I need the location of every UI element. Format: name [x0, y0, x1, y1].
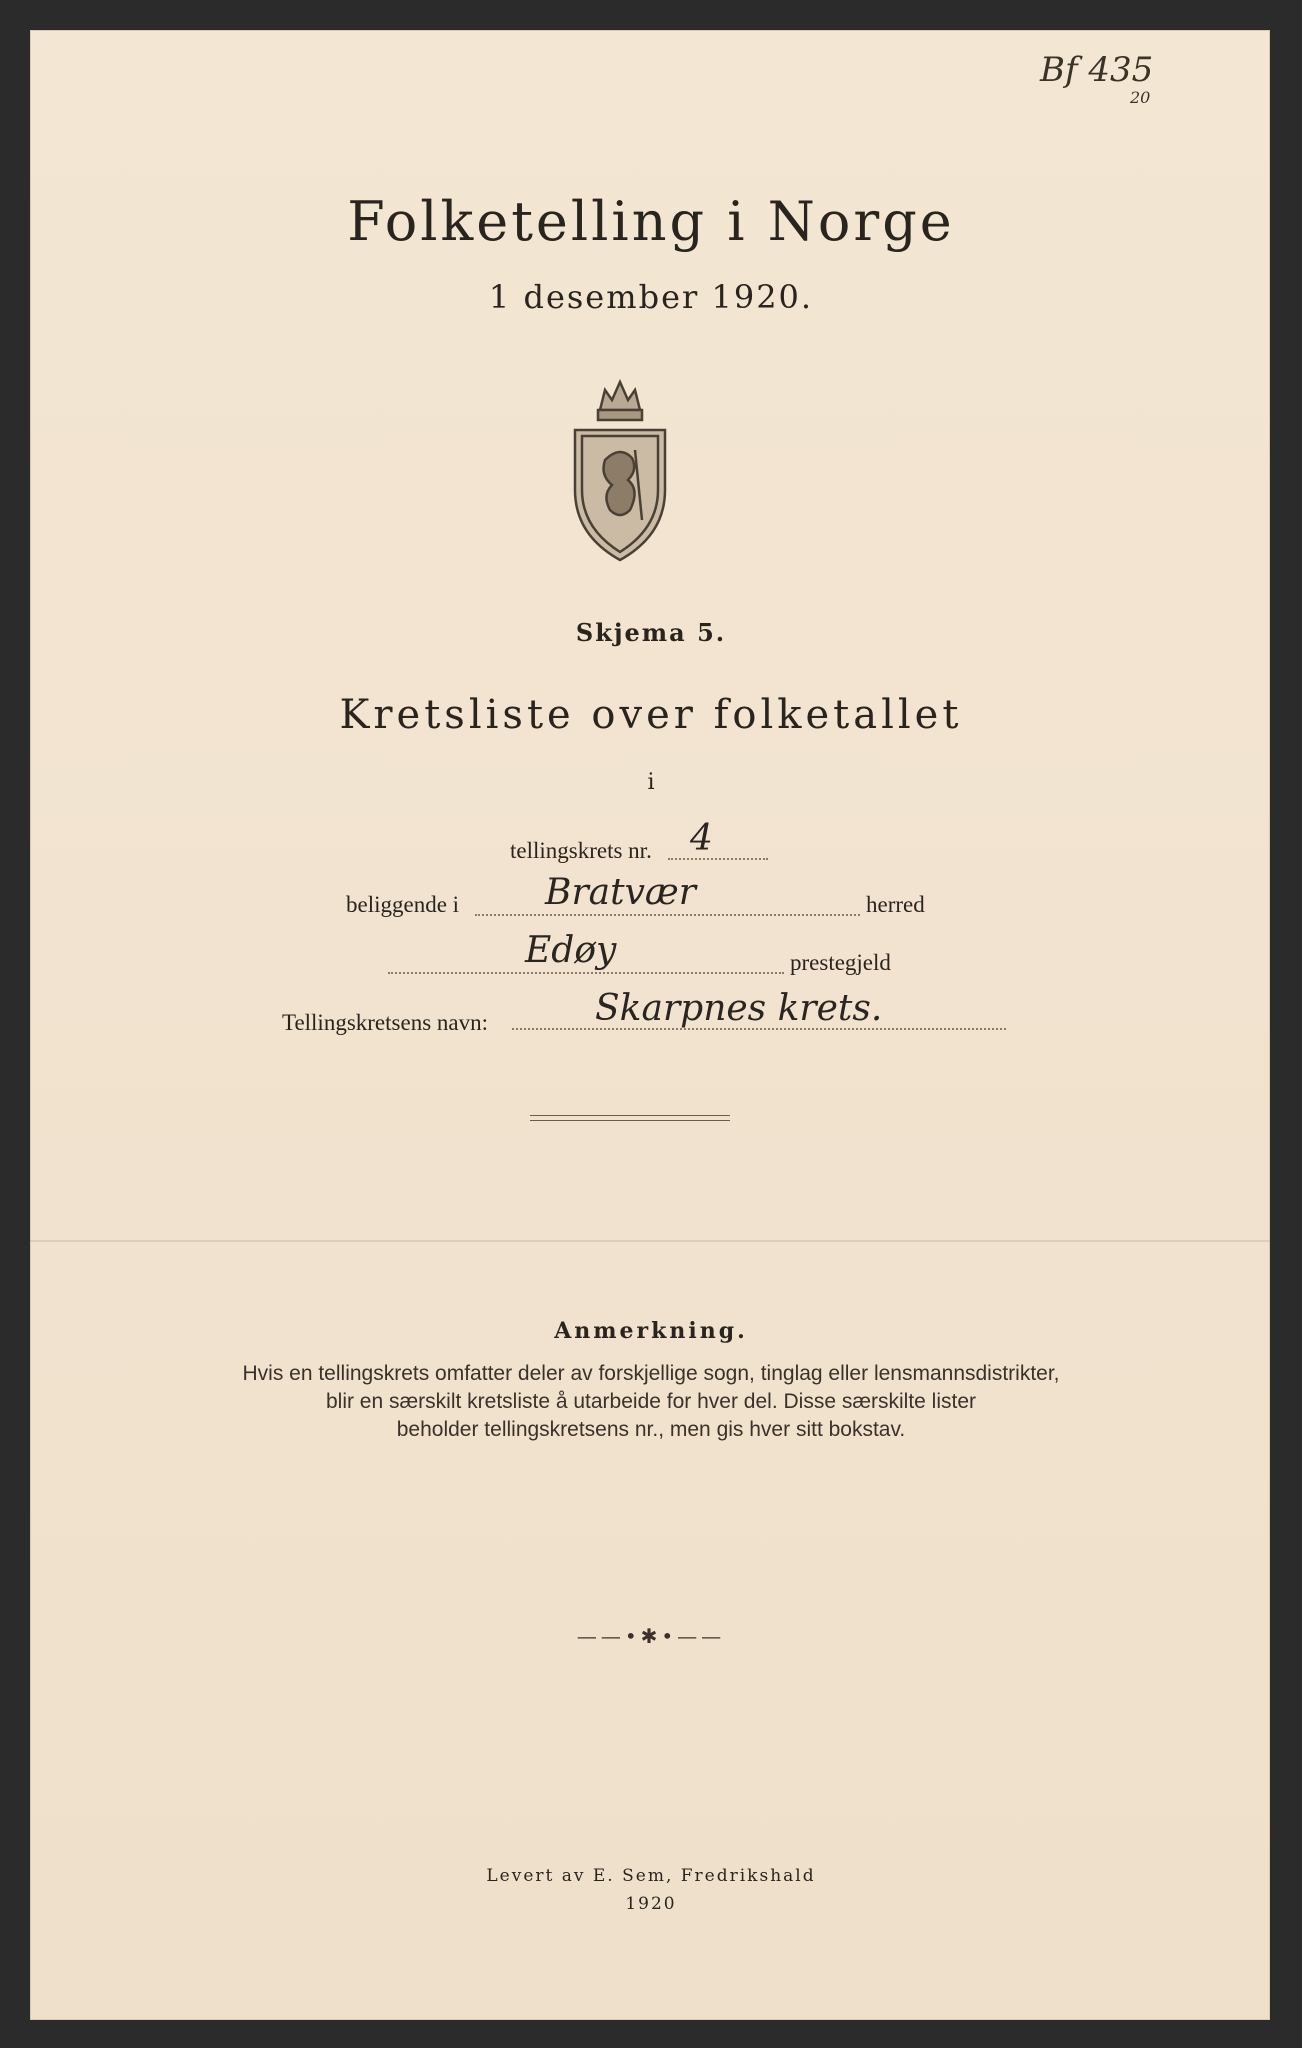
krets-number-label: tellingskrets nr.	[510, 838, 652, 863]
krets-number-value: 4	[690, 818, 713, 859]
paper-fold-line	[30, 1240, 1270, 1242]
list-title: Kretsliste over folketallet	[339, 692, 963, 738]
census-date: 1 desember 1920.	[488, 278, 814, 316]
note-heading: Anmerkning.	[554, 1318, 748, 1344]
krets-number-line	[668, 858, 768, 860]
prestegjeld-label: prestegjeld	[790, 950, 891, 975]
printer-credit: Levert av E. Sem, Fredrikshald	[486, 1866, 816, 1886]
archive-handwritten-mark: Bf 435	[1040, 50, 1154, 90]
prestegjeld-line	[388, 972, 784, 974]
note-line-3: beholder tellingskretsens nr., men gis hver sitt bokstav.	[396, 1418, 906, 1441]
prestegjeld-value: Edøy	[525, 930, 617, 971]
norwegian-coat-of-arms-icon	[550, 370, 690, 570]
page-title: Folketelling i Norge	[347, 190, 955, 253]
printer-year: 1920	[625, 1894, 677, 1914]
connector-word: i	[647, 770, 655, 795]
krets-name-value: Skarpnes krets.	[595, 988, 883, 1029]
section-divider	[530, 1115, 730, 1121]
krets-name-label: Tellingskretsens navn:	[282, 1010, 488, 1035]
schema-number: Skjema 5.	[575, 618, 727, 647]
note-line-1: Hvis en tellingskrets omfatter deler av forskjellige sogn, tinglag eller lensmannsdistrikter,	[242, 1362, 1060, 1385]
ornament-divider: ——•✱•——	[576, 1624, 726, 1648]
beliggende-value: Bratvær	[545, 872, 696, 913]
archive-mark-subscript: 20	[1130, 88, 1151, 107]
beliggende-label: beliggende i	[346, 892, 460, 917]
beliggende-line	[475, 914, 860, 916]
herred-label: herred	[866, 892, 925, 917]
note-line-2: blir en særskilt kretsliste å utarbeide for hver del. Disse særskilte lister	[325, 1390, 977, 1413]
